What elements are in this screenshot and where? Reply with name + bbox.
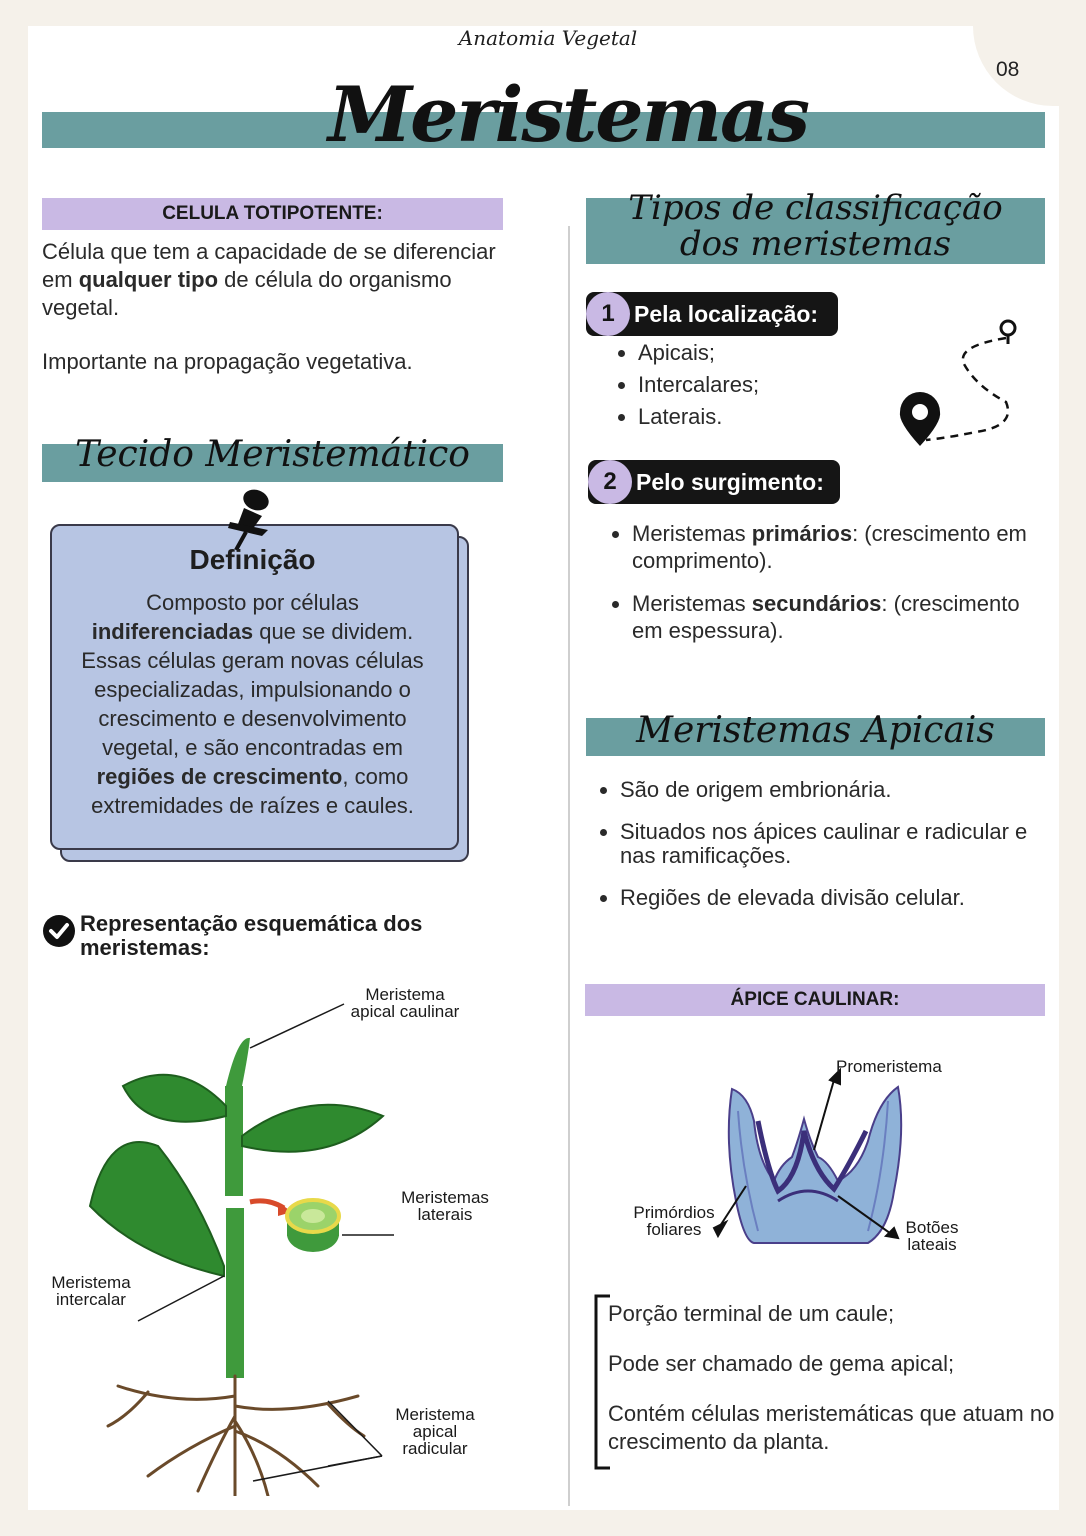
label-promeristema: Promeristema [836, 1057, 942, 1076]
apical-list [598, 778, 1060, 916]
apex-pointers [708, 1066, 908, 1246]
definition-text: Composto por células indiferenciadas que se dividem. Essas células geram novas células especializadas, impulsionando o crescimento e desenvolvimento vegetal, e são encontradas em regiões de crescimento, como extremidades de raízes e caules. [81, 590, 424, 818]
label-apical-caulinar: Meristema apical caulinar [350, 985, 460, 1021]
group1-title: Pela localização: [634, 300, 819, 327]
group2-number: 2 [588, 460, 632, 504]
column-divider [568, 226, 570, 1506]
check-icon [42, 914, 76, 948]
group2-item-primary: • Meristemas primários: (crescimento em comprimento). [632, 520, 1052, 574]
page-title: Meristemas [328, 70, 809, 159]
leaf-lower-left [90, 1142, 224, 1276]
roots [108, 1376, 364, 1496]
page [28, 26, 1059, 1510]
apice-note: Pode ser chamado de gema apical; [608, 1351, 955, 1376]
apice-note: Contém células meristemáticas que atuam no crescimento da planta. [608, 1401, 1055, 1454]
totipotent-text: Célula que tem a capacidade de se diferenciar em qualquer tipo de célula do organismo vegetal. [42, 239, 496, 320]
totipotent-heading: CELULA TOTIPOTENTE: [42, 198, 503, 230]
page-number: 08 [996, 58, 1020, 81]
group1-item: • Intercalares; [638, 372, 898, 398]
label-laterais: Meristemas laterais [401, 1188, 489, 1224]
apical-item: • Regiões de elevada divisão celular. [620, 886, 1060, 910]
diagram-heading: Representação esquemática dos meristemas: [80, 911, 423, 960]
totipotent-note: Importante na propagação vegetativa. [42, 349, 413, 374]
definition-title: Definição [189, 544, 316, 575]
group1-item: • Laterais. [638, 404, 898, 430]
apical-item: • São de origem embrionária. [620, 778, 1060, 802]
label-primordios: Primórdios foliares [633, 1203, 715, 1239]
map-pin-route-icon [896, 316, 1026, 456]
classification-heading: Tipos de classificação dos meristemas [628, 188, 1003, 264]
pushpin-icon [226, 486, 276, 552]
label-intercalar: Meristema intercalar [51, 1273, 131, 1309]
group1-item: • Apicais; [638, 340, 898, 366]
group1-pill [586, 292, 838, 336]
leaf-upper-right [242, 1105, 383, 1152]
subject-label: Anatomia Vegetal [458, 26, 638, 50]
group1-number: 1 [586, 292, 630, 336]
leaf-upper-left [123, 1075, 226, 1122]
group2-list [610, 520, 1052, 650]
group2-pill [588, 460, 840, 504]
group1-list [616, 340, 898, 436]
label-apical-radicular: Meristema apical radicular [395, 1405, 475, 1458]
group2-title: Pelo surgimento: [636, 468, 824, 495]
apical-item: • Situados nos ápices caulinar e radicular e nas ramificações. [620, 820, 1060, 868]
tissue-heading: Tecido Meristemático [75, 434, 470, 475]
lower-stem [226, 1208, 244, 1378]
upper-stem [225, 1086, 243, 1196]
apice-heading: ÁPICE CAULINAR: [585, 984, 1045, 1016]
group2-item-secondary: • Meristemas secundários: (crescimento em espessura). [632, 590, 1052, 644]
apical-heading: Meristemas Apicais [636, 710, 995, 751]
apice-note: Porção terminal de um caule; [608, 1301, 895, 1326]
label-botoes: Botões lateais [905, 1218, 959, 1254]
apice-notes [608, 1300, 1058, 1456]
